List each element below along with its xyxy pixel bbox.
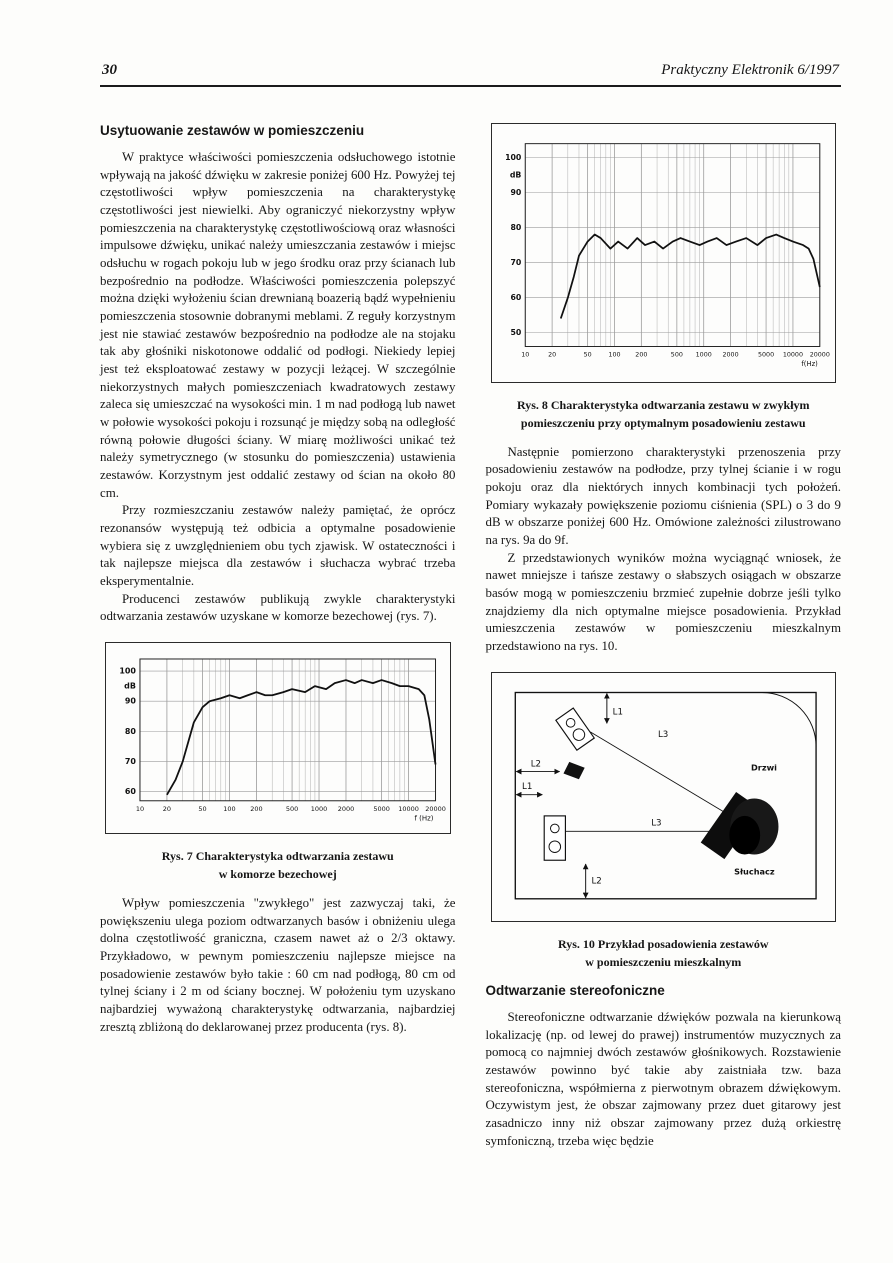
svg-text:50: 50: [198, 804, 207, 813]
room-diagram: [496, 679, 832, 915]
figure-10-frame: [491, 672, 837, 922]
svg-text:50: 50: [510, 327, 521, 337]
caption-line: Rys. 7 Charakterystyka odtwarzania zestawu: [161, 848, 394, 863]
svg-text:10000: 10000: [782, 351, 803, 359]
page-number: 30: [102, 62, 117, 78]
svg-text:f (Hz): f (Hz): [414, 814, 434, 823]
caption-line: w pomieszczeniu mieszkalnym: [585, 955, 742, 970]
svg-text:2000: 2000: [337, 804, 355, 813]
svg-text:100: 100: [504, 153, 521, 163]
svg-text:60: 60: [124, 787, 136, 797]
paragraph-measurements: Następnie pomierzono charakterystyki przenoszenia przy posadowieniu zestawów na podłodze, przy tylnej ścianie i w rogu pokoju oraz dla niektórych innych kombinacji tych położeń. Pomiary wykazały powiększenie poziomu ciśnienia (SPL) o 3 do 9 dB w obszarze poniżej 600 Hz. Omówione zależności zilustrowano na rys. 9a do 9f.: [485, 444, 841, 548]
figure-7-frame: [105, 642, 451, 834]
dim-l1-top-label: L1: [612, 707, 623, 718]
speaker-stand-mark: [563, 762, 584, 779]
dim-l2-left-label: L2: [530, 759, 541, 770]
svg-text:20000: 20000: [809, 351, 830, 359]
svg-text:90: 90: [124, 696, 136, 706]
svg-text:100: 100: [607, 351, 621, 359]
paragraph-placement-1: W praktyce właściwości pomieszczenia odsłuchowego istotnie wpływają na jakość dźwięku w zakresie poniżej 600 Hz. Powyżej tej częstotliwości wpływ pomieszczenia na charakterystykę częstotliwości jest niewielki. Aby ograniczyć niekorzystny wpływ pomieszczenia na charakterystykę częstotliwościową oraz własności impulsowe dźwięku, unikać należy umieszczania zestawów i miejsc odsłuchu w rogach pokoju lub w jego środku oraz przy ścianach lub bezpośrednio na podłodze. Właściwości pomieszczenia polepszyć można dzięki wyłożeniu ścian drewnianą boazerią bądź wypełnieniu pomieszczenia stosownie dobranymi meblami. Z reguły korzystnym jest nie stawiać zestawów bezpośrednio na podłodze ale na stojaku tak aby głośniki niskotonowe oddalić od podłogi. Niekiedy lepiej jest też eksploatować zestawy w pozycji leżącej. W szczególnie niekorzystnych małych pomieszczeniach kwadratowych zestawy zaleca się umieszczać na wysokości min. 1 m nad podłogą lub nawet w połowie wysokości pokoju i rozsunąć je między sobą na odległość równą połowie długości ściany. W miarę możliwości unikać też należy symetrycznego (w stosunku do pomieszczenia) ustawienia zestawów. Korzystnym jest oddalić zestawy od ścian na około 80 cm.: [100, 150, 456, 500]
paragraph-stereo: Stereofoniczne odtwarzanie dźwięków pozwala na kierunkową lokalizację (np. od lewej do prawej) instrumentów muzycznych za pomocą co najmniej dwóch zestawów głośnikowych. Rozstawienie zestawów powinno być takie aby zaistniała tzw. baza stereofoniczna, współmierna z pierwotnym obrazem dźwiękowym. Oczywistym jest, że obszar zajmowany przez duet gitarowy jest zasadniczo inny niż obszar zajmowany przez dużą orkiestrę symfoniczną, trzeba więc będzie: [485, 1010, 841, 1148]
svg-text:dB: dB: [509, 170, 521, 180]
page-header: [100, 62, 841, 85]
svg-text:f(Hz): f(Hz): [800, 360, 818, 369]
svg-text:20: 20: [547, 351, 556, 359]
svg-text:dB: dB: [124, 681, 136, 691]
svg-text:50: 50: [583, 351, 592, 359]
svg-text:70: 70: [124, 757, 136, 767]
door-arc: [762, 692, 816, 746]
svg-text:5000: 5000: [373, 804, 390, 813]
two-column-layout: [100, 121, 841, 1150]
right-column: [486, 121, 842, 1150]
svg-text:1000: 1000: [310, 804, 328, 813]
paragraph-placement-4: Wpływ pomieszczenia "zwykłego" jest zazwyczaj taki, że powiększeniu ulega poziom odtwarzanych basów i obniżeniu ulega dolna częstotliwość graniczna, czasem nawet aż o 2/3 oktawy. Przykładowo, w pewnym pomieszczeniu najlepsze miejsce na posadowienie zestawów było takie : 60 cm nad podłogą, 80 cm od tylnej ściany i 2 m od ściany bocznej. W położeniu tym uzyskano najbardziej wyważoną charakterystykę odtwarzania, najbardziej zresztą zbliżoną do deklarowanej przez producenta (rys. 8).: [100, 895, 456, 1034]
door-label: Drzwi: [750, 762, 777, 773]
figure-8-caption: [491, 396, 837, 432]
line-l3-upper: [590, 729, 737, 820]
svg-text:500: 500: [670, 351, 683, 359]
dim-l1-lower-label: L1: [521, 781, 532, 792]
header-rule: [100, 85, 841, 87]
svg-text:80: 80: [124, 727, 136, 737]
svg-text:10: 10: [520, 351, 529, 359]
dim-l2-lower-label: L2: [590, 876, 602, 887]
paragraph-conclusion: Z przedstawionych wyników można wyciągnąć wniosek, że nawet mniejsze i tańsze zestawy o słabszych osiągach w obszarze basów mogą w pomieszczeniu brzmieć zupełnie dobrze jeśli tylko znajdziemy dla nich optymalne miejsce posadowienia. Przykład umieszczenia zestawów w pomieszczeniu mieszkalnym przedstawiono na rys. 10.: [485, 550, 841, 654]
svg-text:60: 60: [510, 292, 521, 302]
figure-8-chart: [496, 130, 832, 376]
left-column: [100, 121, 456, 1150]
svg-text:20000: 20000: [425, 804, 446, 813]
svg-text:100: 100: [223, 804, 236, 813]
journal-title: Praktyczny Elektronik 6/1997: [661, 62, 839, 78]
svg-text:500: 500: [285, 804, 299, 813]
section-heading-stereo: Odtwarzanie stereofoniczne: [485, 983, 665, 999]
svg-text:80: 80: [510, 223, 521, 233]
svg-text:10: 10: [135, 804, 145, 813]
listener-figure: [700, 792, 778, 859]
figure-10-caption: [491, 935, 837, 971]
caption-line: Rys. 10 Przykład posadowienia zestawów: [557, 937, 769, 952]
svg-text:90: 90: [510, 188, 521, 198]
line-l3-upper-label: L3: [657, 729, 668, 740]
svg-text:200: 200: [250, 804, 263, 813]
speaker-lower-icon: [544, 816, 565, 860]
speaker-upper-icon: [555, 708, 593, 750]
figure-7: [105, 642, 451, 883]
caption-line: Rys. 8 Charakterystyka odtwarzania zestawu w zwykłym: [516, 397, 810, 412]
svg-text:1000: 1000: [695, 351, 712, 359]
figure-10: [491, 672, 837, 971]
paragraph-placement-3: Producenci zestawów publikują zwykle charakterystyki odtwarzania zestawów uzyskane w komorze bezechowej (rys. 7).: [100, 591, 456, 624]
line-l3-lower-label: L3: [650, 818, 662, 829]
section-heading-placement: Usytuowanie zestawów w pomieszczeniu: [100, 123, 365, 138]
svg-text:70: 70: [510, 258, 521, 268]
svg-text:200: 200: [634, 351, 647, 359]
svg-text:5000: 5000: [757, 351, 774, 359]
caption-line: w komorze bezechowej: [218, 866, 337, 881]
svg-text:20: 20: [162, 804, 172, 813]
svg-text:2000: 2000: [722, 351, 739, 359]
figure-7-chart: [110, 649, 446, 827]
paragraph-placement-2: Przy rozmieszczaniu zestawów należy pamiętać, że oprócz rezonansów występują też odbicia a optymalne posadowienie wybiera się z uwzględnieniem obu tych zjawisk. W ostateczności i tak najlepsze miejsca dla zestawów i słuchacza wybrać trzeba eksperymentalnie.: [100, 503, 456, 589]
svg-text:100: 100: [119, 666, 136, 676]
figure-8: [491, 123, 837, 432]
figure-7-caption: [105, 847, 451, 883]
figure-8-frame: [491, 123, 837, 383]
svg-text:10000: 10000: [398, 804, 419, 813]
caption-line: pomieszczeniu przy optymalnym posadowieniu zestawu: [520, 415, 806, 430]
listener-label: Słuchacz: [733, 866, 775, 877]
